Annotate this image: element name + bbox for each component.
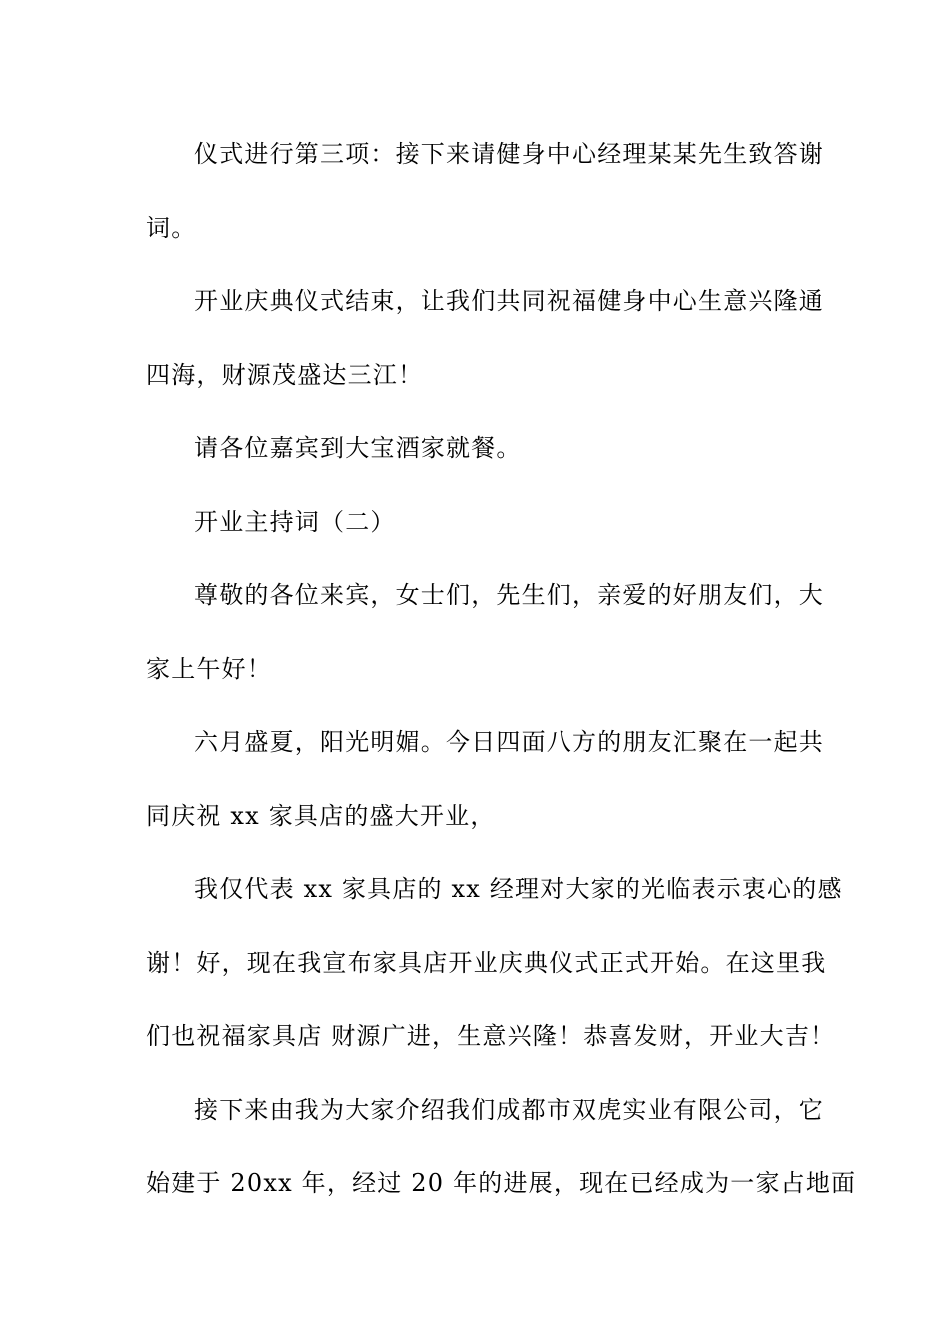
paragraph-line: 我仅代表 xx 家具店的 xx 经理对大家的光临表示衷心的感 bbox=[194, 875, 843, 903]
paragraph-line: 四海，财源茂盛达三江！ bbox=[146, 361, 424, 389]
paragraph-line: 同庆祝 xx 家具店的盛大开业， bbox=[146, 802, 496, 830]
paragraph-line: 接下来由我为大家介绍我们成都市双虎实业有限公司，它 bbox=[194, 1096, 824, 1124]
section-heading: 开业主持词（二） bbox=[194, 508, 396, 536]
paragraph-line: 尊敬的各位来宾，女士们，先生们，亲爱的好朋友们，大 bbox=[194, 581, 824, 609]
paragraph-line: 家上午好！ bbox=[146, 655, 272, 683]
paragraph-line: 们也祝福家具店 财源广进，生意兴隆！恭喜发财，开业大吉！ bbox=[146, 1022, 836, 1050]
paragraph-line: 谢！好，现在我宣布家具店开业庆典仪式正式开始。在这里我 bbox=[146, 949, 827, 977]
paragraph-line: 六月盛夏，阳光明媚。今日四面八方的朋友汇聚在一起共 bbox=[194, 728, 824, 756]
paragraph-line: 开业庆典仪式结束，让我们共同祝福健身中心生意兴隆通 bbox=[194, 287, 824, 315]
paragraph-line: 词。 bbox=[146, 214, 197, 242]
paragraph-line: 仪式进行第三项：接下来请健身中心经理某某先生致答谢 bbox=[194, 140, 824, 168]
paragraph-line: 请各位嘉宾到大宝酒家就餐。 bbox=[194, 434, 522, 462]
paragraph-line: 始建于 20xx 年，经过 20 年的进展，现在已经成为一家占地面 bbox=[146, 1169, 857, 1197]
